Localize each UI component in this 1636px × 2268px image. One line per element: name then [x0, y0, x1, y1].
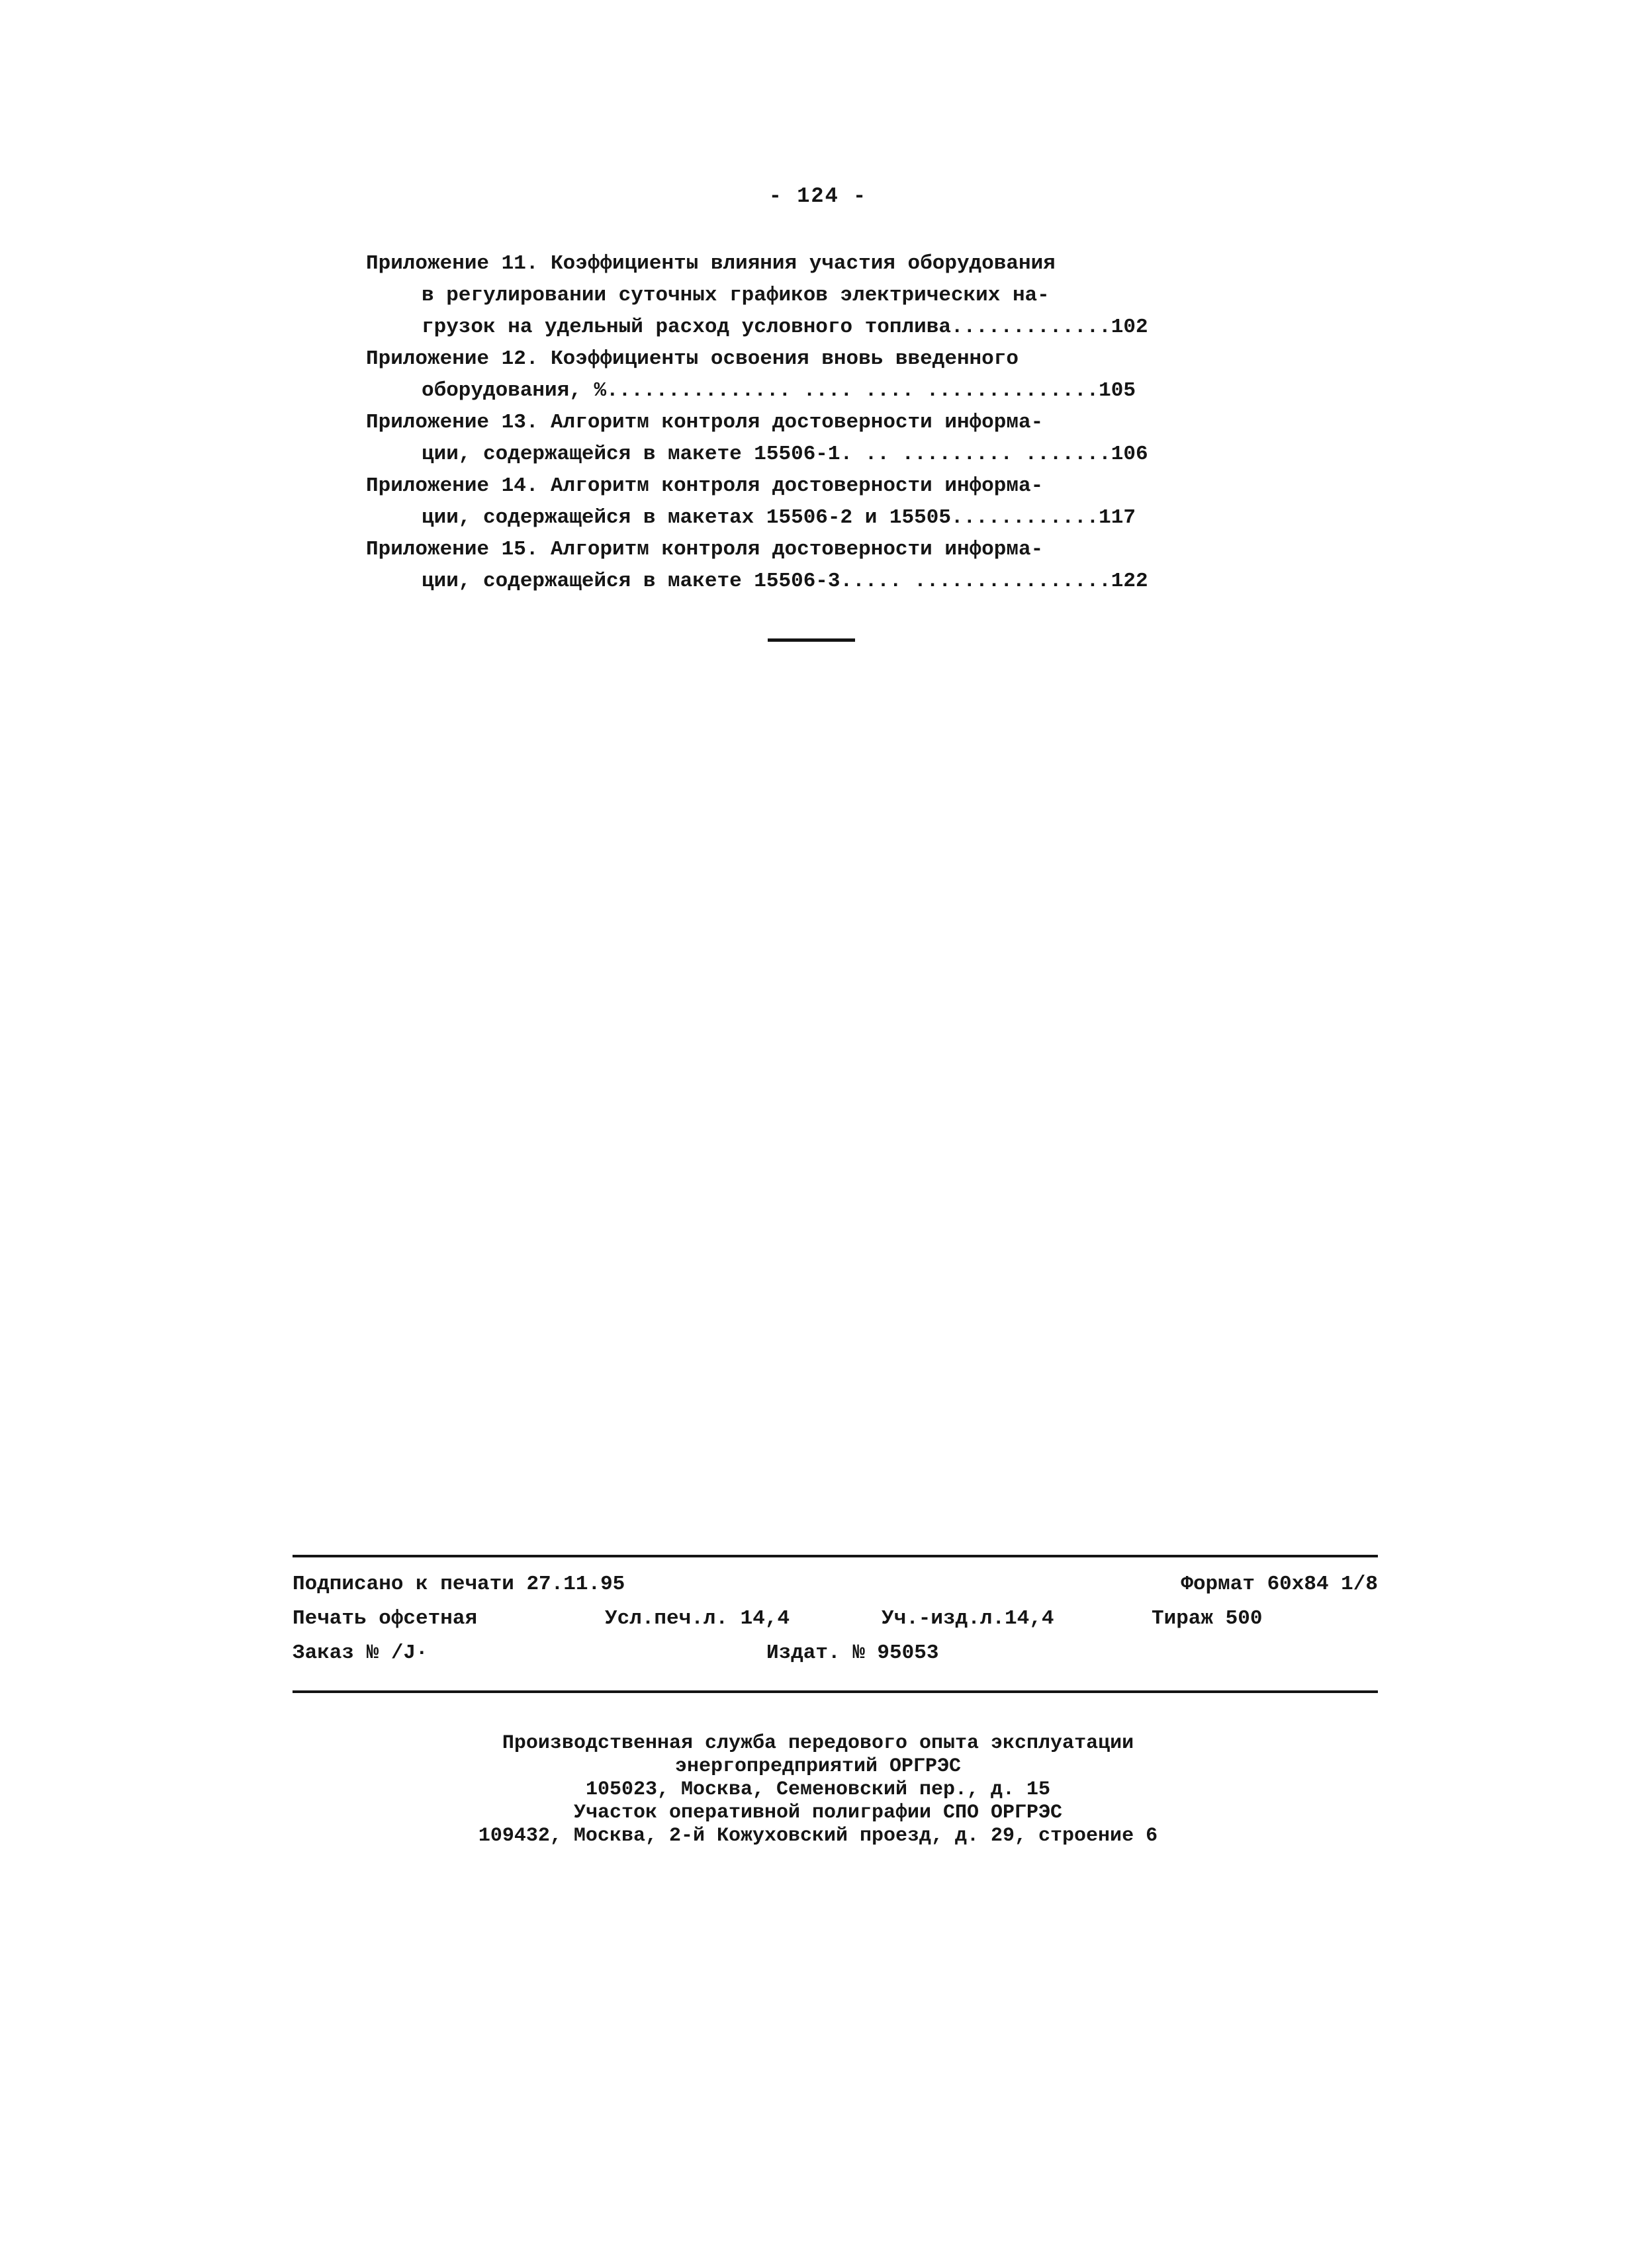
toc-entry-appendix-15 — [366, 534, 1226, 597]
toc-entry-appendix-13 — [366, 407, 1226, 470]
toc-line: Приложение 15. Алгоритм контроля достоверности информа- — [366, 538, 1044, 561]
publisher-line: Участок оперативной полиграфии СПО ОРГРЭС — [573, 1802, 1063, 1824]
toc-line: грузок на удельный расход условного топлива.............102 — [422, 316, 1148, 339]
section-divider — [768, 638, 855, 642]
publisher-info — [0, 1732, 1636, 1848]
imprint-block — [293, 1573, 1378, 1679]
imprint-top-rule — [293, 1555, 1378, 1557]
publisher-line: энергопредприятий ОРГРЭС — [674, 1755, 962, 1778]
publisher-line: 109432, Москва, 2-й Кожуховский проезд, д. 29, строение 6 — [478, 1825, 1158, 1847]
table-of-contents — [366, 248, 1226, 597]
toc-line: ции, содержащейся в макетах 15506-2 и 15505............117 — [422, 506, 1136, 529]
toc-entry-appendix-11 — [366, 248, 1226, 343]
imprint-usl-pech: Усл.печ.л. 14,4 — [605, 1607, 790, 1630]
toc-line: Приложение 14. Алгоритм контроля достоверности информа- — [366, 474, 1044, 498]
toc-entry-appendix-14 — [366, 470, 1226, 534]
toc-line: Приложение 13. Алгоритм контроля достоверности информа- — [366, 411, 1044, 434]
imprint-izdat: Издат. № 95053 — [766, 1641, 939, 1665]
imprint-tirazh: Тираж 500 — [1152, 1607, 1263, 1630]
imprint-signed: Подписано к печати 27.11.95 — [293, 1573, 625, 1596]
imprint-bottom-rule — [293, 1690, 1378, 1693]
imprint-format: Формат 60х84 1/8 — [1181, 1573, 1378, 1596]
toc-entry-appendix-12 — [366, 343, 1226, 407]
publisher-line: Производственная служба передового опыта эксплуатации — [502, 1732, 1134, 1755]
imprint-print-type: Печать офсетная — [293, 1607, 478, 1630]
toc-line: Приложение 12. Коэффициенты освоения вновь введенного — [366, 347, 1019, 371]
toc-line: ции, содержащейся в макете 15506-3..... ................122 — [422, 570, 1148, 593]
publisher-line: 105023, Москва, Семеновский пер., д. 15 — [585, 1778, 1051, 1801]
imprint-uch-izd: Уч.-изд.л.14,4 — [882, 1607, 1054, 1630]
toc-line: ции, содержащейся в макете 15506-1. .. ......... .......106 — [422, 443, 1148, 466]
toc-line: оборудования, %............... .... .... ..............105 — [422, 379, 1136, 402]
imprint-order: Заказ № /J· — [293, 1641, 428, 1665]
page-number: - 124 - — [768, 184, 868, 208]
toc-line: в регулировании суточных графиков электрических на- — [422, 284, 1050, 307]
toc-line: Приложение 11. Коэффициенты влияния участия оборудования — [366, 252, 1056, 275]
